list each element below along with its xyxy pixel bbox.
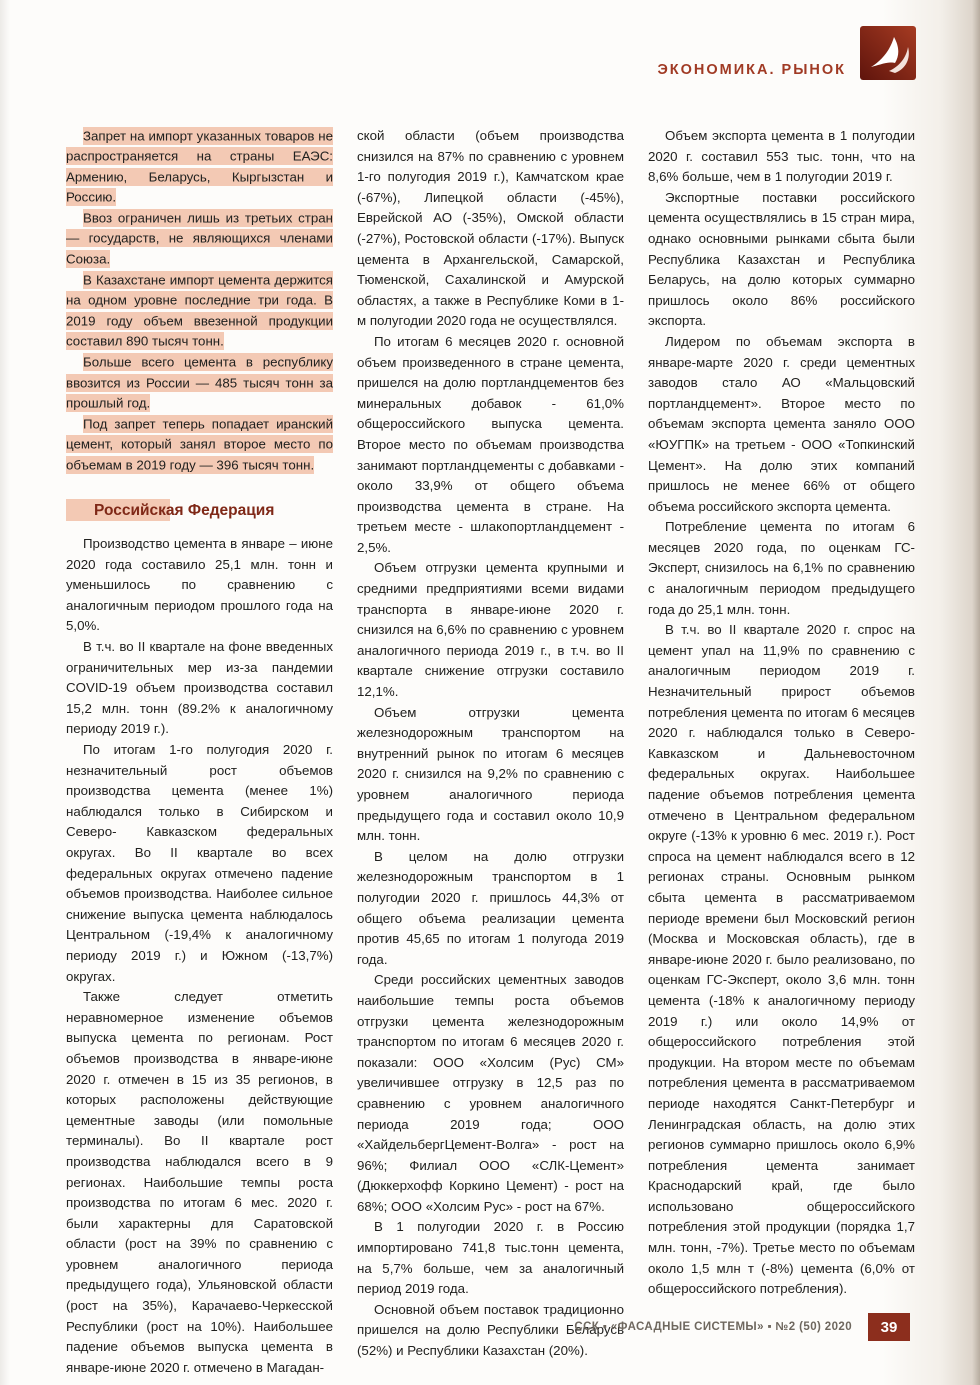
brand-logo-icon bbox=[860, 26, 916, 80]
column-right bbox=[648, 126, 915, 1378]
highlight-block bbox=[66, 126, 333, 476]
page-number-badge: 39 bbox=[868, 1313, 910, 1341]
highlight-paragraph: Ввоз ограничен лишь из третьих стран — государств, не являющихся членами Союза. bbox=[66, 210, 333, 267]
paragraph: Объем экспорта цемента в 1 полугодии 2020 г. составил 553 тыс. тонн, что на 8,6% больше, чем в 1 полугодии 2019 г. bbox=[648, 128, 915, 185]
paragraph: В целом на долю отгрузки железнодорожным транспортом в 1 полугодии 2020 г. пришлось 44,3% от общего объема реализации цемента против 45,65 по итогам 1 полугода 2019 года. bbox=[357, 848, 624, 967]
paragraph: Экспортные поставки российского цемента осуществлялись в 15 стран мира, однако основными рынками сбыта были Республика Казахстан и Республика Беларусь, на долю которых суммарно пришлось около 86% российского экспорта. bbox=[648, 189, 915, 329]
section-heading-text: Российская Федерация bbox=[94, 502, 275, 520]
paragraph: В т.ч. во II квартале на фоне введенных ограничительных мер из-за пандемии COVID-19 объем производства составил 15,2 млн. тонн (89.2% к аналогичному периоду 2019 г.). bbox=[66, 639, 333, 737]
page-edge-shadow bbox=[0, 0, 10, 1385]
paragraph: По итогам 6 месяцев 2020 г. основной объем произведенного в стране цемента, пришелся на долю портландцементов без минеральных добавок - 61,0% общероссийского выпуска цемента. Второе место по объемам производства занимают портландцементы с добавками - около 33,9% от общего объема производства цемента в стране. На третьем месте - шлакопортландцемент - 2,5%. bbox=[357, 333, 624, 555]
paragraph: В т.ч. во II квартале 2020 г. спрос на цемент упал на 11,9% по сравнению с аналогичным периодом 2019 г. Незначительный прирост объемов потребления цемента по итогам 6 месяцев 2020 г. наблюдался только в Северо-Кавказском и Дальневосточном федеральных округах. Наибольшее падение объемов потребления цемента отмечено в Центральном федеральном округе (-13% к уровню 6 мес. 2019 г.). Рост спроса на цемент наблюдался всего в 12 регионах страны. Основным рынком сбыта цемента в рассматриваемом периоде времени был Московский регион (Москва и Московская область), где в январе-июне 2020 г. было реализовано, по оценкам ГС-Эксперт, около 3,6 млн. тонн цемента (-18% к аналогичному периоду 2019 г.) или около 14,9% от общероссийского потребления этой продукции. На втором месте по объемам потребления цемента в рассматриваемом периоде находятся Санкт-Петербург и Ленинградская область, на долю этих регионов суммарно пришлось около 6,9% потребления цемента занимает Краснодарский край, где было использовано общероссийского потребления этой продукции (порядка 1,7 млн. тонн, -7%). Третье место по объемам около 1,5 млн т (-8%) цемента (6,0% от общероссийского потребления). bbox=[648, 622, 915, 1297]
paragraph: Среди российских цементных заводов наибольшие темпы роста объемов отгрузки цемента железнодорожным транспортом по итогам 6 месяцев 2020 г. показали: ООО «Холсим (Рус) СМ» увеличившее отгрузку в 12,5 раз по сравнению с уровнем аналогичного периода 2019 года; ООО «ХайдельбергЦемент-Волга» - рост на 96%; Филиал ООО «СЛК-Цемент» (Дюккерхофф Коркино Цемент) - рост на 68%; ООО «Холсим Рус» - рост на 67%. bbox=[357, 972, 624, 1214]
paragraph: Лидером по объемам экспорта в январе-марте 2020 г. среди цементных заводов стало АО «Мальцовский портландцемент». Второе место по объемам экспорта цемента заняло ООО «ЮУГПК» на третьем - ООО «Топкинский Цемент». На долю этих компаний пришлось не менее 66% от общего объема российского экспорта цемента. bbox=[648, 333, 915, 514]
section-label: ЭКОНОМИКА. РЫНОК bbox=[657, 62, 846, 78]
paragraph: Объем отгрузки цемента крупными и средними предприятиями всеми видами транспорта в январе-июне 2020 г. снизился на 6,6% по сравнению с уровнем аналогичного периода 2019 г., в т.ч. во II квартале снижение отгрузки составило 12,1%. bbox=[357, 560, 624, 700]
column-middle bbox=[357, 126, 624, 1378]
journal-info: ССК ▪ «ФАСАДНЫЕ СИСТЕМЫ» ▪ №2 (50) 2020 bbox=[574, 1321, 852, 1333]
paragraph: Основной объем поставок традиционно пришелся на долю Республики Беларусь (52%) и Республики Казахстан (20%). bbox=[357, 1301, 624, 1359]
highlight-paragraph: Под запрет теперь попадает иранский цемент, который занял второе место по объемам в 2019 году — 396 тысяч тонн. bbox=[66, 416, 333, 473]
article-body bbox=[66, 126, 914, 1378]
paragraph: По итогам 1-го полугодия 2020 г. незначительный рост объемов производства цемента (менее 1%) наблюдался только в Сибирском и Северо- Кавказском федеральных округах. Во II квартале во всех федеральных округах отмечено падение объемов производства. Наиболее сильное снижение выпуска цемента наблюдалось Центральном (-19,4% к аналогичному периоду 2019 г.) и Южном (-13,7%) округах. bbox=[66, 742, 333, 984]
paragraph: Объем отгрузки цемента железнодорожным транспортом на внутренний рынок по итогам 6 месяцев 2020 г. снизился на 9,2% по сравнению с уровнем аналогичного периода предыдущего года и составил около 10,9 млн. тонн. bbox=[357, 704, 624, 844]
paragraph: ской области (объем производства снизился на 87% по сравнению с уровнем 1-го полугодия 2019 г.), Камчатском крае (-67%), Липецкой области (-45%), Еврейской АО (-35%), Омской области (-27%), Ростовской области (-17%). Выпуск цемента в Архангельской, Самарской, Тюменской, Сахалинской и Амурской областях, а также в Республике Коми в 1-м полугодии 2020 года не осуществлялся. bbox=[357, 128, 624, 329]
paragraph: В 1 полугодии 2020 г. в Россию импортировано 741,8 тыс.тонн цемента, на 5,7% больше, чем за аналогичный период 2019 года. bbox=[357, 1219, 624, 1297]
highlight-paragraph: Больше всего цемента в республику ввозится из России — 485 тысяч тонн за прошлый год. bbox=[66, 354, 333, 411]
section-heading bbox=[66, 500, 333, 522]
column-left bbox=[66, 126, 333, 1378]
highlight-paragraph: В Казахстане импорт цемента держится на одном уровне последние три года. В 2019 году объем ввезенной продукции составил 890 тысяч тонн. bbox=[66, 272, 333, 349]
highlight-paragraph: Запрет на импорт указанных товаров не распространяется на страны ЕАЭС: Армению, Беларусь, Кыргызстан и Россию. bbox=[66, 128, 333, 205]
paragraph: Производство цемента в январе – июне 2020 года составило 25,1 млн. тонн и уменьшилось по сравнению с аналогичным периодом прошлого года на 5,0%. bbox=[66, 536, 333, 634]
paragraph: Потребление цемента по итогам 6 месяцев 2020 года, по оценкам ГС- Эксперт, снизилось на 6,1% по сравнению с аналогичным периодом предыдущего года до 25,1 млн. тонн. bbox=[648, 519, 915, 617]
paragraph: Также следует отметить неравномерное изменение объемов выпуска цемента по регионам. Рост объемов производства в январе-июне 2020 г. отмечен в 15 из 35 регионов, в которых расположены действующие цементные заводы (или помольные терминалы). Во II квартале рост производства наблюдался всего в 9 регионах. Наибольшие темпы роста производства по итогам 6 мес. 2020 г. были характерны для Саратовской области (рост на 39% по сравнению с уровнем аналогичного периода предыдущего года), Ульяновской области (рост на 35%), Карачаево-Черкесской Республики (рост на 10%). Наибольшее падение объемов выпуска цемента в январе-июне 2020 г. отмечено в Магадан- bbox=[66, 989, 333, 1375]
